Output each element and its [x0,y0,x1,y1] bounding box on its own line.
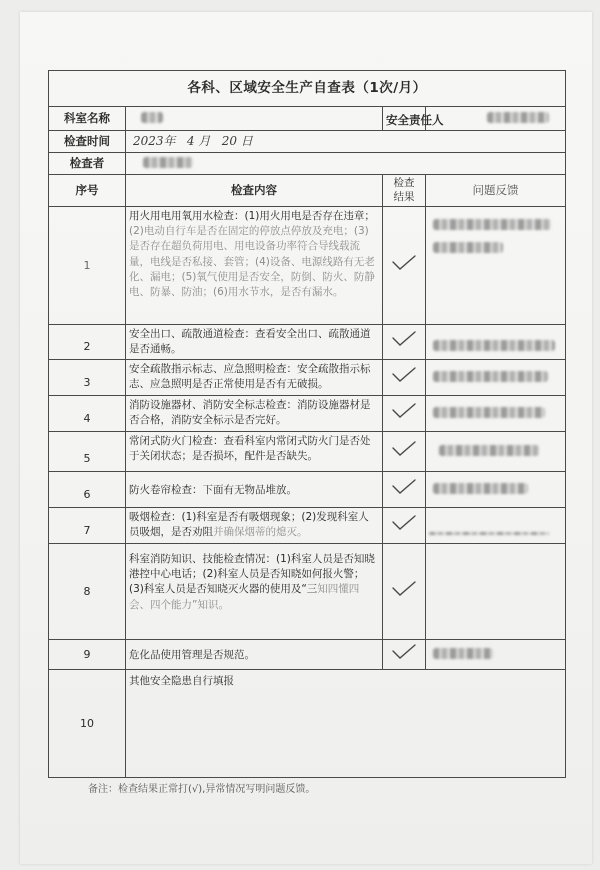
inspector-label: 检查者 [49,153,126,175]
table-row [49,432,566,472]
row-no: 5 [49,432,126,472]
row-content-text: 用火用电用氧用水检查：(1)用火用电是否存在违章； [129,210,375,222]
row-content [126,508,383,544]
row-feedback-cell[interactable] [426,508,566,544]
checkmark-icon [391,366,417,384]
row-no: 10 [49,670,126,778]
row-content: 防火卷帘检查：下面有无物品堆放。 [126,472,383,508]
date-month: 4 月 [186,133,211,148]
table-row [49,325,566,360]
row-no: 2 [49,325,126,360]
col-header-feedback: 问题反馈 [426,175,566,207]
row-content-faded-text: 并确保烟蒂的熄灭。 [213,526,308,539]
row-feedback-cell[interactable] [426,432,566,472]
col-header-result-line2: 结果 [393,190,415,203]
col-header-no: 序号 [49,175,126,207]
redacted-dept [141,112,163,123]
table-row [49,508,566,544]
checkmark-icon [391,580,417,598]
checkmark-icon [391,254,417,272]
row-result-cell[interactable] [383,396,426,432]
checkmark-icon [391,402,417,420]
table-row [49,670,566,778]
self-inspection-table [48,70,566,778]
redacted-feedback [433,483,528,494]
form-title: 各科、区域安全生产自查表（1次/月） [49,71,566,107]
redacted-responsible [487,112,549,123]
redacted-feedback [433,371,548,382]
row-content [126,207,383,325]
date-value[interactable] [126,131,566,153]
date-year: 2023年 [133,133,176,148]
row-feedback-cell[interactable] [426,325,566,360]
table-row [49,207,566,325]
responsible-value[interactable] [386,107,566,131]
row-content-text: 吸烟检查：(1)科室是否有吸烟现象；(2)发现科室人员吸烟，是否劝阻 [129,511,369,539]
table-row [49,472,566,508]
row-feedback-cell[interactable] [426,396,566,432]
date-day: 20 日 [221,133,253,148]
redacted-feedback [433,407,545,418]
row-feedback-cell[interactable] [426,472,566,508]
row-no: 9 [49,640,126,670]
footnote: 备注：检查结果正常打(√),异常情况写明问题反馈。 [88,784,316,795]
table-row [49,360,566,396]
table-row [49,640,566,670]
checkmark-icon [391,514,417,532]
col-header-result-line1: 检查 [393,177,415,190]
responsible-label: 安全责任人 [386,113,444,127]
row-no: 4 [49,396,126,432]
table-row [49,544,566,640]
row-no: 3 [49,360,126,396]
row-no: 6 [49,472,126,508]
row-result-cell[interactable] [383,207,426,325]
redacted-feedback [439,445,539,456]
row-content [126,544,383,640]
row-content-faded-text: (2)电动自行车是否在固定的停放点停放及充电；(3)是否存在超负荷用电、用电设备功率符合导线载流量，电线是否私接、套管；(4)设备、电源线路有无老化、漏电；(5)氧气使用是否安全，防倒、防火、防静电、防暴、防油；(6)用水节水，是否有漏水。 [129,225,375,299]
redacted-feedback [433,219,551,230]
row-result-cell[interactable] [383,432,426,472]
table-row [49,396,566,432]
row-no: 7 [49,508,126,544]
row-content: 危化品使用管理是否规范。 [126,640,383,670]
row-result-cell[interactable] [383,508,426,544]
row-content-faded-text: 知四懂四会、四个能力”知识。 [129,583,360,611]
checkmark-icon [391,440,417,458]
row-content: 常闭式防火门检查：查看科室内常闭式防火门是否处于关闭状态；是否损坏，配件是否缺失。 [126,432,383,472]
redacted-feedback [433,340,555,351]
dept-label: 科室名称 [49,107,126,131]
row-result-cell[interactable] [383,360,426,396]
checkmark-icon [391,643,417,661]
row-no: 8 [49,544,126,640]
row-feedback-cell[interactable] [426,207,566,325]
row-no: 1 [49,207,126,325]
row-result-cell[interactable] [383,472,426,508]
row-content: 安全出口、疏散通道检查：查看安全出口、疏散通道是否通畅。 [126,325,383,360]
redacted-feedback [433,242,503,253]
row-content: 消防设施器材、消防安全标志检查：消防设施器材是否合格，消防安全标示是否完好。 [126,396,383,432]
row-other-hazards[interactable]: 其他安全隐患自行填报 [126,670,566,778]
row-feedback-cell[interactable] [426,544,566,640]
checkmark-icon [391,478,417,496]
col-header-result [383,175,426,207]
date-label: 检查时间 [49,131,126,153]
row-result-cell[interactable] [383,544,426,640]
redacted-feedback [429,532,549,535]
redacted-inspector [143,157,193,168]
inspector-value[interactable] [126,153,566,175]
checkmark-icon [391,330,417,348]
row-result-cell[interactable] [383,325,426,360]
row-result-cell[interactable] [383,640,426,670]
redacted-feedback [433,648,493,659]
col-header-content: 检查内容 [126,175,383,207]
row-content: 安全疏散指示标志、应急照明检查：安全疏散指示标志、应急照明是否正常使用是否有无破损。 [126,360,383,396]
row-feedback-cell[interactable] [426,360,566,396]
row-feedback-cell[interactable] [426,640,566,670]
row-content-text: 科室消防知识、技能检查情况：(1)科室人员是否知晓港控中心电话；(2)科室人员是否知晓如何报火警；(3)科室人员是否知晓灭火器的使用及“三 [129,553,375,596]
dept-value[interactable] [126,107,383,131]
